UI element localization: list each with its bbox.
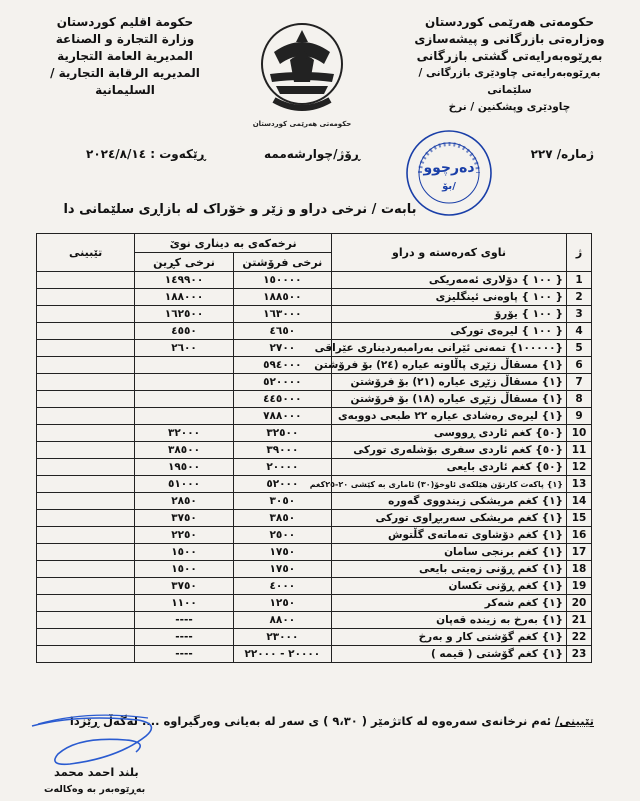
- table-row: [37, 646, 592, 663]
- row-buy-price: [135, 374, 233, 391]
- table-row: [37, 629, 592, 646]
- date-value: ٢٠٢٤/٨/١٤: [86, 147, 147, 161]
- row-number: 4: [567, 323, 592, 340]
- row-number: 10: [567, 425, 592, 442]
- row-note: [37, 544, 135, 561]
- price-table: [36, 233, 592, 663]
- row-sell-price: ٢٧٠٠: [233, 340, 331, 357]
- header-price-group: نرخەکەی بە دیناری نوێ: [135, 234, 332, 253]
- row-item-name: {١} مسقاڵ زێڕی عیارە (٢١) بۆ فرۆشتن: [332, 374, 567, 391]
- row-item-name: {٥٠} کغم ئاردی بایعی: [332, 459, 567, 476]
- row-buy-price: ٥١٠٠٠: [135, 476, 233, 493]
- table-row: [37, 306, 592, 323]
- kurdish-header-line: وەزارەتی بازرگانی و پیشەسازی: [414, 32, 605, 46]
- row-buy-price: ٣٨٥٠٠: [135, 442, 233, 459]
- row-number: 9: [567, 408, 592, 425]
- row-item-name: {١} کغم مریشکی زیندووی گەورە: [332, 493, 567, 510]
- row-sell-price: ١٧٥٠: [233, 544, 331, 561]
- row-sell-price: ٨٨٠٠: [233, 612, 331, 629]
- table-row: [37, 493, 592, 510]
- row-sell-price: ٢٠٠٠٠: [233, 459, 331, 476]
- row-buy-price: ١٩٥٠٠: [135, 459, 233, 476]
- row-note: [37, 391, 135, 408]
- row-number: 19: [567, 578, 592, 595]
- table-row: [37, 544, 592, 561]
- row-sell-price: ٤٦٥٠: [233, 323, 331, 340]
- document-title: بابەت / نرخی دراو و زێر و خۆراک لە بازاڕی سلێمانی دا: [63, 202, 417, 217]
- header-number: ژ: [567, 234, 592, 272]
- row-item-name: {١} لیرەی رەشادی عیارە ٢٢ طبعی دووبەی: [332, 408, 567, 425]
- row-sell-price: ١٦٣٠٠٠: [233, 306, 331, 323]
- document-number: ژمارە/ ٢٢٧: [530, 147, 594, 161]
- row-sell-price: ١٥٠٠٠٠: [233, 272, 331, 289]
- row-buy-price: ٣٧٥٠: [135, 578, 233, 595]
- row-item-name: {١} کغم مریشکی سەربڕاوی تورکی: [332, 510, 567, 527]
- row-item-name: {٥٠} کغم ئاردی سفری بۆشلەری تورکی: [332, 442, 567, 459]
- row-number: 2: [567, 289, 592, 306]
- row-sell-price: ٣٠٥٠: [233, 493, 331, 510]
- row-buy-price: ١٥٠٠: [135, 561, 233, 578]
- row-note: [37, 340, 135, 357]
- table-row: [37, 595, 592, 612]
- row-sell-price: ٣٩٠٠٠: [233, 442, 331, 459]
- row-buy-price: ٤٥٥٠: [135, 323, 233, 340]
- row-sell-price: ١٨٨٥٠٠: [233, 289, 331, 306]
- row-note: [37, 476, 135, 493]
- document-day: ڕۆژ/چوارشەممە: [264, 147, 360, 161]
- table-row: [37, 340, 592, 357]
- row-note: [37, 442, 135, 459]
- row-sell-price: ١٢٥٠: [233, 595, 331, 612]
- row-item-name: {١} مسقاڵ زێڕی عیارە (١٨) بۆ فرۆشتن: [332, 391, 567, 408]
- table-row: [37, 289, 592, 306]
- row-item-name: { ١٠٠ } پاوەنی ئینگلیزی: [332, 289, 567, 306]
- row-item-name: {١٠٠٠٠٠} تمەنی ئێرانی بەرامبەردیناری عێراقی: [332, 340, 567, 357]
- arabic-header: [20, 14, 230, 99]
- row-number: 5: [567, 340, 592, 357]
- row-number: 22: [567, 629, 592, 646]
- row-note: [37, 527, 135, 544]
- row-number: 21: [567, 612, 592, 629]
- row-sell-price: ٢٥٠٠: [233, 527, 331, 544]
- table-row: [37, 323, 592, 340]
- kurdish-header-line: حکومەتی هەرێمی کوردستان: [424, 15, 595, 29]
- arabic-header-line: وزارة التجارة و الصناعة: [55, 32, 195, 46]
- row-number: 20: [567, 595, 592, 612]
- row-note: [37, 646, 135, 663]
- row-number: 18: [567, 561, 592, 578]
- row-item-name: {١} کغم ڕۆنی تکسان: [332, 578, 567, 595]
- table-row: [37, 357, 592, 374]
- row-number: 13: [567, 476, 592, 493]
- footnote-text: ئەم نرخانەی سەرەوە لە کاتژمێر ( ٩،٣٠ ) ی سەر لە بەیانی وەرگیراوە .... لەگەڵ ڕێزدا: [69, 714, 552, 728]
- table-row: [37, 561, 592, 578]
- row-sell-price: ٢٣٠٠٠: [233, 629, 331, 646]
- row-buy-price: ٢٨٥٠: [135, 493, 233, 510]
- signatory-name: بلند احمد محمد: [54, 765, 139, 779]
- row-buy-price: ----: [135, 629, 233, 646]
- arabic-header-line: حكومة اقليم كوردستان: [56, 15, 194, 29]
- row-item-name: {١} پاکەت کارتۆن هێلکەی ئاوخۆ(٣٠) ئاماری بە کێشی ٢٠-٢٥کغم: [332, 476, 567, 493]
- row-item-name: { ١٠٠ } لیرەی تورکی: [332, 323, 567, 340]
- row-buy-price: [135, 391, 233, 408]
- row-number: 17: [567, 544, 592, 561]
- row-note: [37, 612, 135, 629]
- row-item-name: {١} بەرخ بە زیندە قەپان: [332, 612, 567, 629]
- arabic-header-line: المديريه الرقابة التجارية / السليمانية: [50, 66, 200, 97]
- row-number: 8: [567, 391, 592, 408]
- row-note: [37, 493, 135, 510]
- stamp-label: دەرچوو: [423, 160, 475, 176]
- row-note: [37, 374, 135, 391]
- row-note: [37, 561, 135, 578]
- row-number: 12: [567, 459, 592, 476]
- kurdish-header-line: چاودێری وپشکنین / نرخ: [448, 101, 571, 113]
- document-date: [86, 147, 206, 161]
- row-note: [37, 425, 135, 442]
- row-note: [37, 595, 135, 612]
- table-row: [37, 425, 592, 442]
- row-number: 11: [567, 442, 592, 459]
- table-row: [37, 374, 592, 391]
- row-buy-price: ٢٢٥٠: [135, 527, 233, 544]
- row-note: [37, 306, 135, 323]
- row-sell-price: ٤٠٠٠: [233, 578, 331, 595]
- row-number: 15: [567, 510, 592, 527]
- row-buy-price: ١٨٨٠٠٠: [135, 289, 233, 306]
- row-item-name: {١} کغم گۆشتی ( قیمە ): [332, 646, 567, 663]
- kurdish-header: [397, 14, 622, 116]
- row-note: [37, 323, 135, 340]
- row-number: 7: [567, 374, 592, 391]
- row-buy-price: [135, 357, 233, 374]
- header-item-name: ناوی کەرەستە و دراو: [332, 234, 567, 272]
- arabic-header-line: المديرية العامة التجارية: [57, 49, 193, 63]
- row-buy-price: ٢٦٠٠: [135, 340, 233, 357]
- row-item-name: {١} مسقاڵ زێڕی پاڵاوتە عیارە (٢٤) بۆ فرۆشتن: [332, 357, 567, 374]
- row-note: [37, 459, 135, 476]
- row-buy-price: ١٥٠٠: [135, 544, 233, 561]
- table-row: [37, 578, 592, 595]
- kurdish-header-line: بەڕێوەبەرایەتی چاودێری بازرگانی / سلێمانی: [418, 67, 601, 96]
- row-item-name: {١} کغم گۆشتی کار و بەرخ: [332, 629, 567, 646]
- row-sell-price: ٥٢٠٠٠: [233, 476, 331, 493]
- row-item-name: {٥٠} کغم ئاردی ڕووسی: [332, 425, 567, 442]
- footnote-label: تێبینی/: [555, 714, 594, 728]
- row-number: 3: [567, 306, 592, 323]
- row-number: 1: [567, 272, 592, 289]
- row-buy-price: ٣٢٠٠٠: [135, 425, 233, 442]
- row-item-name: {١} کغم دۆشاوی تەماتەی گڵتوش: [332, 527, 567, 544]
- row-item-name: { ١٠٠ } دۆلاری ئەمەریکی: [332, 272, 567, 289]
- row-buy-price: ----: [135, 612, 233, 629]
- row-number: 16: [567, 527, 592, 544]
- row-sell-price: ٥٢٠٠٠٠: [233, 374, 331, 391]
- row-buy-price: ١٤٩٩٠٠: [135, 272, 233, 289]
- signatory-role: بەڕێوەبەر بە وەکالەت: [44, 784, 146, 795]
- row-sell-price: ٣٨٥٠: [233, 510, 331, 527]
- table-row: [37, 459, 592, 476]
- table-row: [37, 408, 592, 425]
- row-note: [37, 510, 135, 527]
- table-row: [37, 476, 592, 493]
- row-note: [37, 289, 135, 306]
- row-number: 14: [567, 493, 592, 510]
- kurdish-header-line: بەڕێوەبەرایەتی گشتی بازرگانی: [416, 49, 603, 63]
- row-item-name: {١} کغم برنجی سامان: [332, 544, 567, 561]
- table-row: [37, 442, 592, 459]
- header-note: تێبینی: [37, 234, 135, 272]
- row-number: 23: [567, 646, 592, 663]
- row-note: [37, 629, 135, 646]
- row-buy-price: ١٦٢٥٠٠: [135, 306, 233, 323]
- row-item-name: {١} کغم ڕۆنی زەیتی بایعی: [332, 561, 567, 578]
- row-item-name: {١} کغم شەکر: [332, 595, 567, 612]
- row-buy-price: ٣٧٥٠: [135, 510, 233, 527]
- row-buy-price: ١١٠٠: [135, 595, 233, 612]
- table-row: [37, 510, 592, 527]
- kurdistan-emblem-icon: [254, 12, 350, 132]
- header-buy-price: نرخی کڕین: [135, 253, 233, 272]
- row-item-name: { ١٠٠ } یۆرۆ: [332, 306, 567, 323]
- emblem-caption: حکومەتی هەرێمی کوردستان: [252, 120, 352, 128]
- row-number: 6: [567, 357, 592, 374]
- row-sell-price: ٥٩٤٠٠٠: [233, 357, 331, 374]
- row-sell-price: ٧٨٨٠٠٠: [233, 408, 331, 425]
- table-row: [37, 272, 592, 289]
- row-sell-price: ٣٢٥٠٠: [233, 425, 331, 442]
- table-row: [37, 612, 592, 629]
- header-sell-price: نرخی فرۆشتن: [233, 253, 331, 272]
- stamp-sub: بۆ/: [442, 181, 456, 192]
- row-note: [37, 272, 135, 289]
- row-sell-price: ٢٠٠٠٠ - ٢٢٠٠٠: [233, 646, 331, 663]
- date-label: ڕێکەوت :: [150, 147, 206, 161]
- table-row: [37, 391, 592, 408]
- row-buy-price: [135, 408, 233, 425]
- row-note: [37, 578, 135, 595]
- table-row: [37, 527, 592, 544]
- row-buy-price: ----: [135, 646, 233, 663]
- row-note: [37, 357, 135, 374]
- row-note: [37, 408, 135, 425]
- row-sell-price: ١٧٥٠: [233, 561, 331, 578]
- row-sell-price: ٤٤٥٠٠٠: [233, 391, 331, 408]
